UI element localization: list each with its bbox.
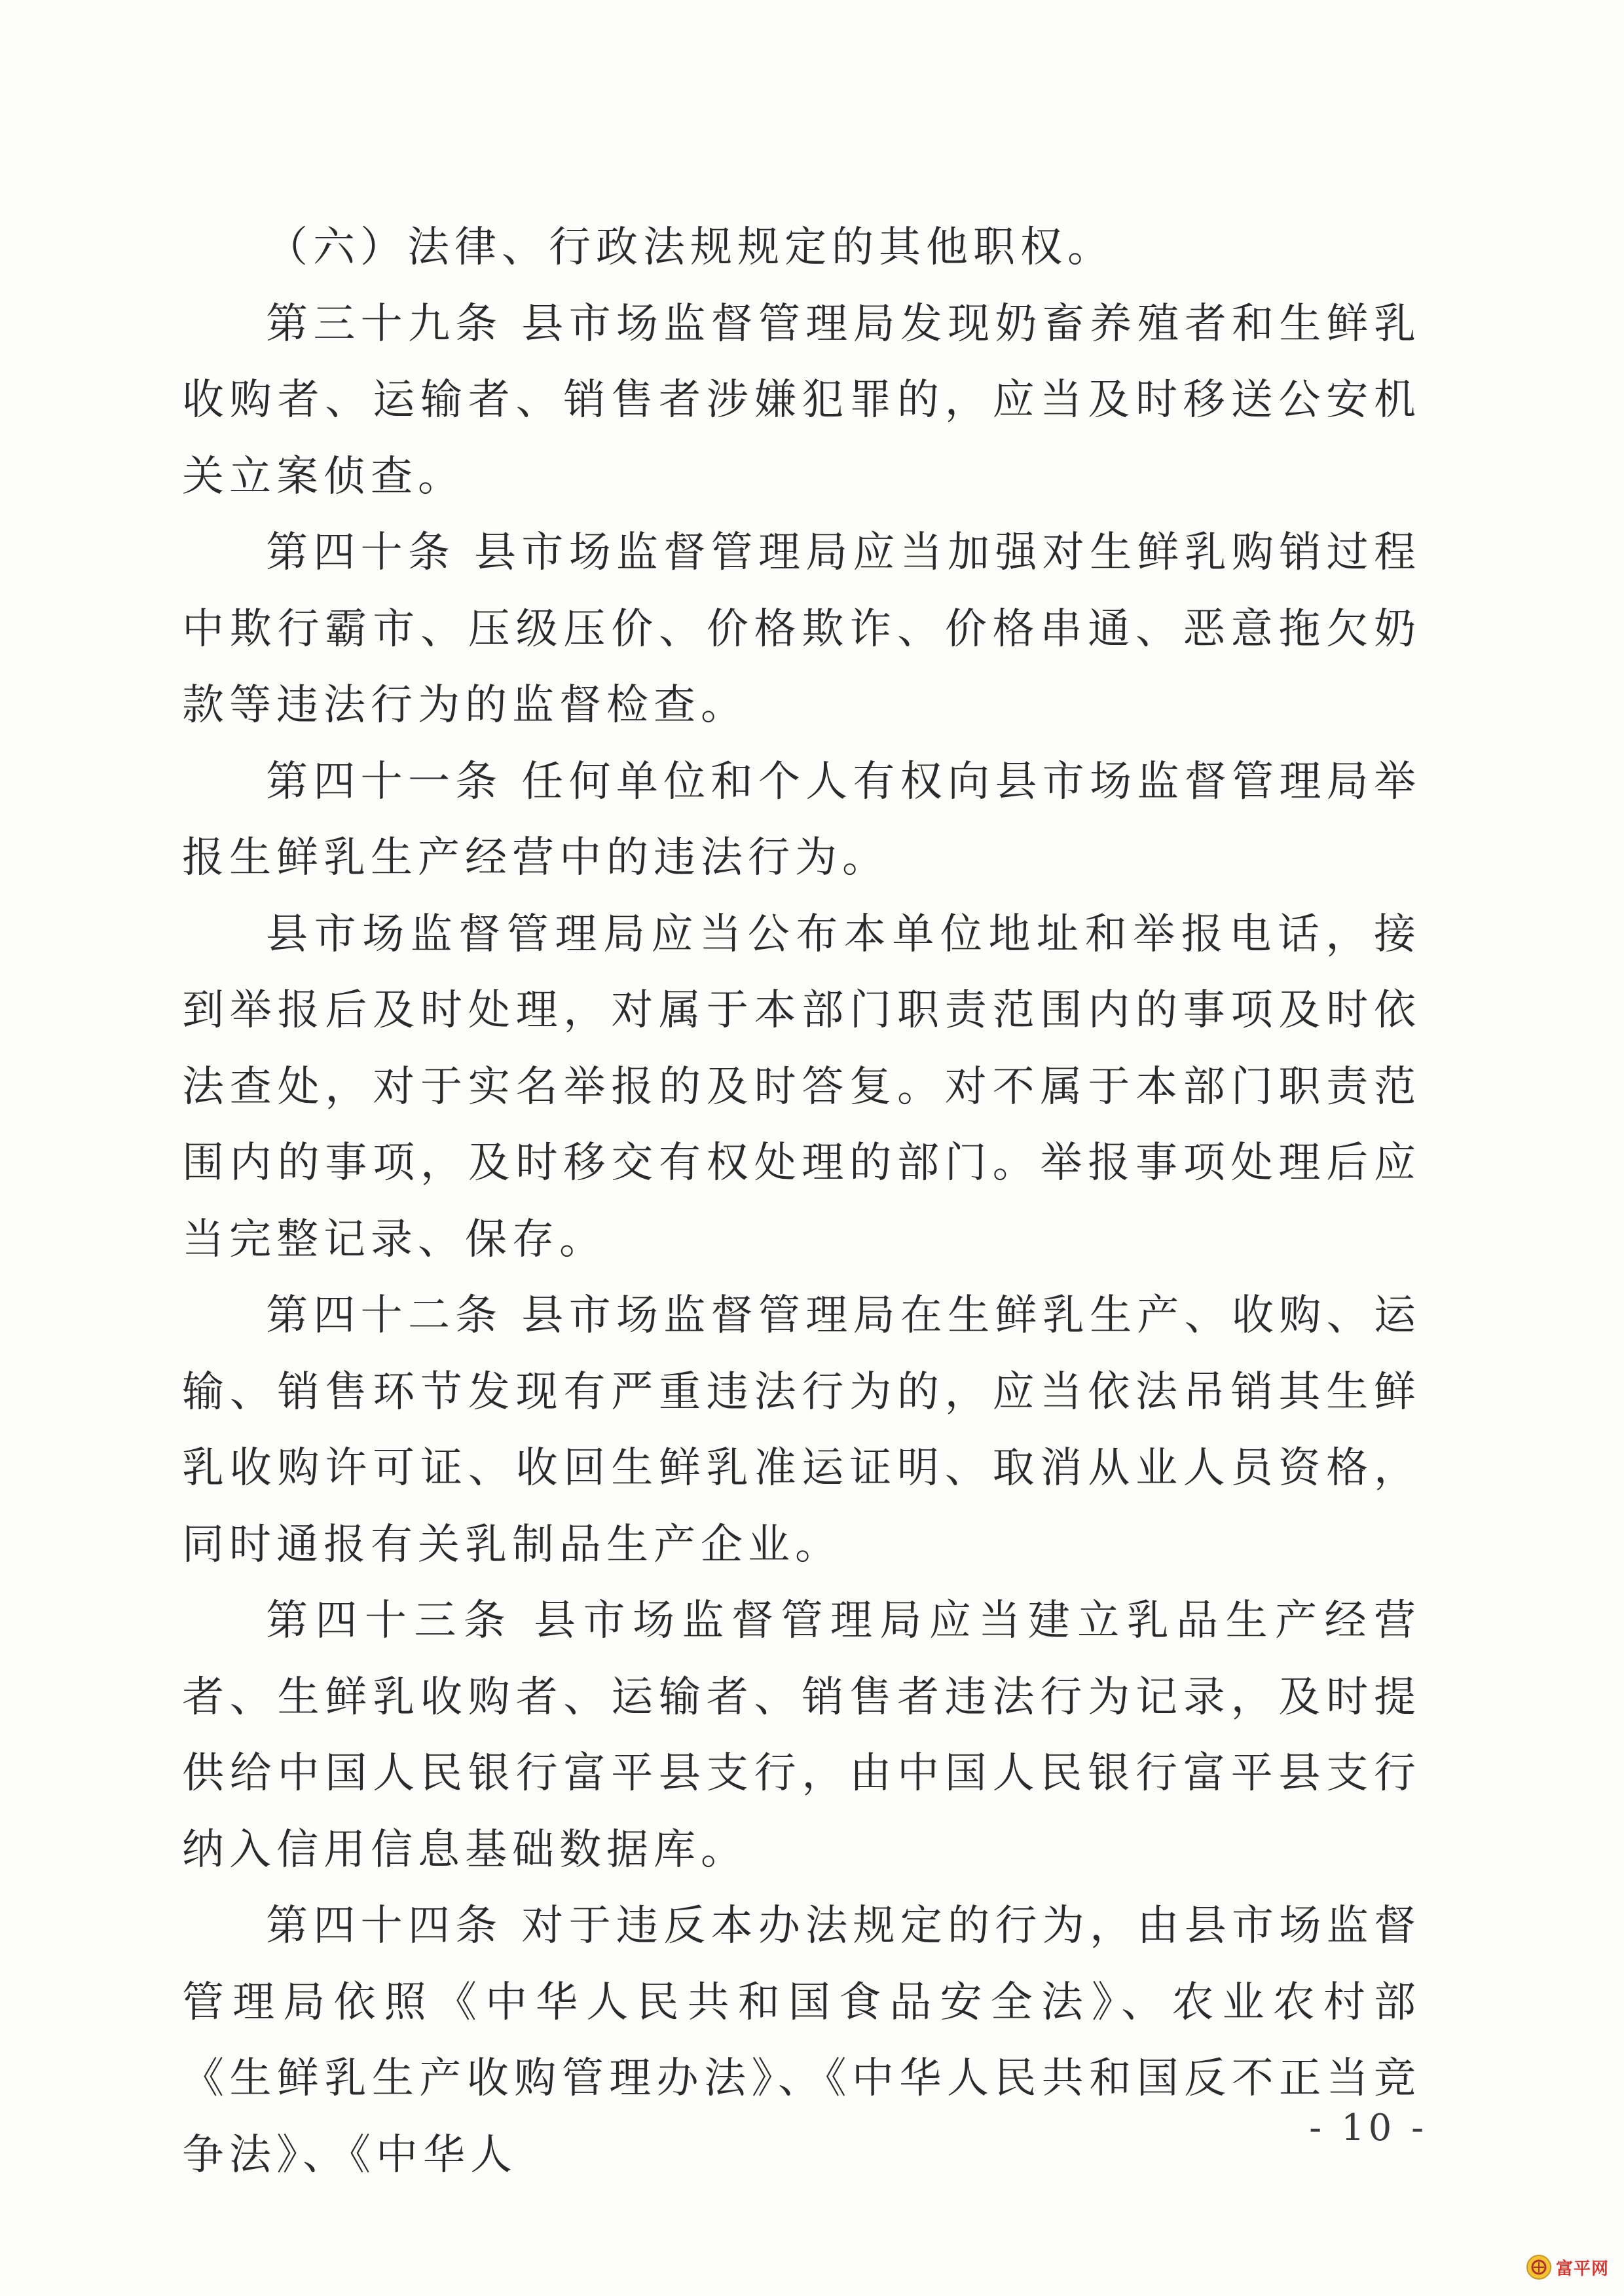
paragraph-article-43: 第四十三条 县市场监督管理局应当建立乳品生产经营者、生鲜乳收购者、运输者、销售者违法行为记录，及时提供给中国人民银行富平县支行，由中国人民银行富平县支行纳入信用信息基础数据库。 — [182, 1597, 1421, 1874]
paragraph-article-42: 第四十二条 县市场监督管理局在生鲜乳生产、收购、运输、销售环节发现有严重违法行为的，应当依法吊销其生鲜乳收购许可证、收回生鲜乳准运证明、取消从业人员资格，同时通报有关乳制品生产企业。 — [182, 1291, 1421, 1569]
paragraph-article-44: 第四十四条 对于违反本办法规定的行为，由县市场监督管理局依照《中华人民共和国食品安全法》、农业农村部《生鲜乳生产收购管理办法》、《中华人民共和国反不正当竞争法》、《中华人 — [182, 1902, 1421, 2179]
watermark-logo-icon — [1526, 2254, 1552, 2280]
paragraph-article-41-reporting: 县市场监督管理局应当公布本单位地址和举报电话，接到举报后及时处理，对属于本部门职责范围内的事项及时依法查处，对于实名举报的及时答复。对不属于本部门职责范围内的事项，及时移交有权处理的部门。举报事项处理后应当完整记录、保存。 — [182, 910, 1421, 1264]
page-number: - 10 - — [1309, 2107, 1428, 2149]
watermark-text: 富平网 — [1556, 2259, 1610, 2279]
paragraph-article-41: 第四十一条 任何单位和个人有权向县市场监督管理局举报生鲜乳生产经营中的违法行为。 — [182, 757, 1421, 882]
paragraph-article-40: 第四十条 县市场监督管理局应当加强对生鲜乳购销过程中欺行霸市、压级压价、价格欺诈、价格串通、恶意拖欠奶款等违法行为的监督检查。 — [182, 528, 1421, 730]
paragraph-article-39: 第三十九条 县市场监督管理局发现奶畜养殖者和生鲜乳收购者、运输者、销售者涉嫌犯罪的，应当及时移送公安机关立案侦查。 — [182, 299, 1421, 501]
paragraph-item-6-other-powers: （六）法律、行政法规规定的其他职权。 — [266, 223, 1115, 272]
watermark — [1526, 2253, 1609, 2282]
document-body — [182, 210, 1421, 2193]
